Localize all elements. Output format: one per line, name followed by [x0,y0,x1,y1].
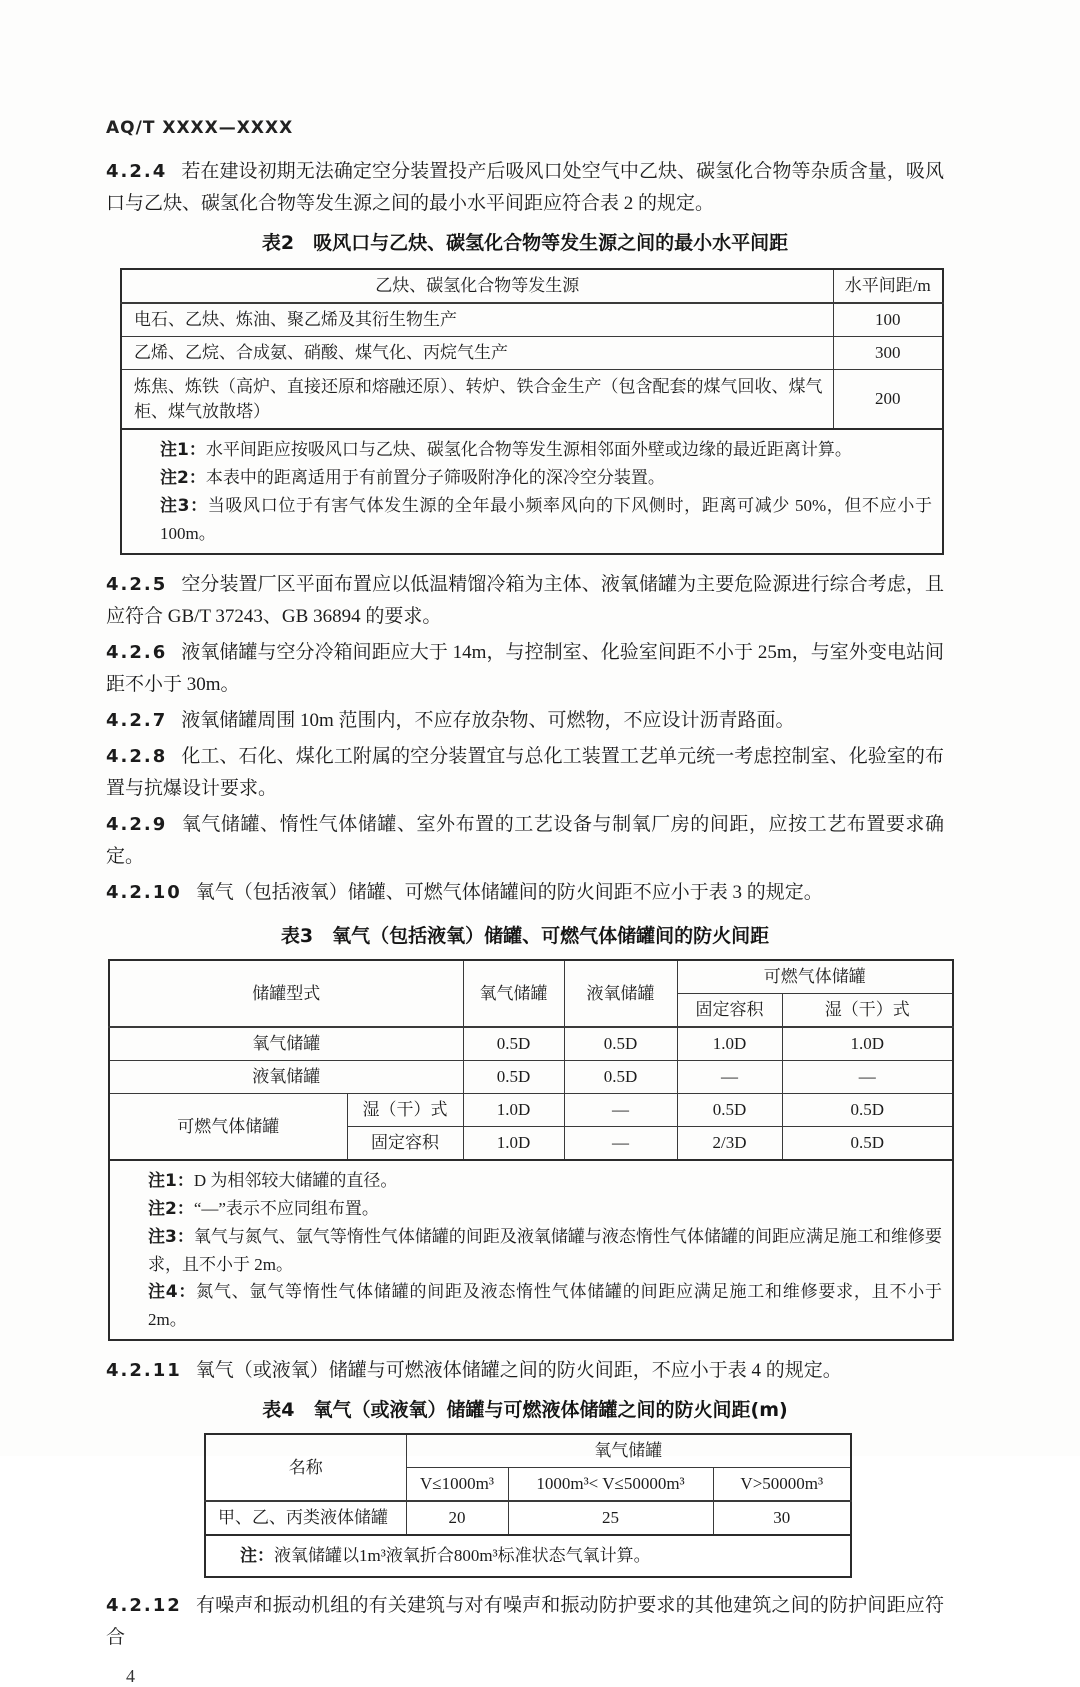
note-label: 注： [240,1546,274,1566]
table3-notes [109,1160,953,1340]
table3-header-flammable-group: 可燃气体储罐 [677,960,953,994]
clause-4-2-9 [106,809,944,873]
table3-cell: 0.5D [463,1061,564,1094]
table3-header-wet-dry: 湿（干）式 [782,994,953,1028]
note-label: 注1： [148,1171,194,1191]
note-line [160,464,932,492]
note-line [148,1278,942,1333]
note-label: 注2： [160,468,206,488]
table4-header-v1: V≤1000m³ [406,1468,508,1502]
clause-4-2-10 [106,877,944,909]
note-text: 液氧储罐以1m³液氧折合800m³标准状态气氧计算。 [274,1546,651,1565]
table3-notes-row [109,1160,953,1340]
table4-row-name: 甲、乙、丙类液体储罐 [205,1501,406,1535]
table4-header-v2: 1000m³< V≤50000m³ [508,1468,713,1502]
clause-text: 空分装置厂区平面布置应以低温精馏冷箱为主体、液氧储罐为主要危险源进行综合考虑，且应符合 GB/T 37243、GB 36894 的要求。 [106,574,944,627]
table2-notes-row [121,429,943,554]
table4-note-row [205,1535,851,1577]
table4-caption: 表4 氧气（或液氧）储罐与可燃液体储罐之间的防火间距(m) [262,1399,788,1421]
clause-4-2-4 [106,156,944,220]
clause-number: 4.2.4 [106,161,168,182]
clause-number: 4.2.11 [106,1360,182,1381]
clause-4-2-8 [106,741,944,805]
table3-cell: — [782,1061,953,1094]
note-line [160,436,932,464]
note-line [240,1542,840,1570]
table3-header-fixed-volume: 固定容积 [677,994,782,1028]
table2-caption: 表2 吸风口与乙炔、碳氢化合物等发生源之间的最小水平间距 [261,232,789,254]
clause-number: 4.2.9 [106,814,168,835]
table2-cell-source: 电石、乙炔、炼油、聚乙烯及其衍生物生产 [121,303,833,337]
table3-cell: — [677,1061,782,1094]
table2-notes [121,429,943,554]
table2-cell-distance: 100 [833,303,943,337]
page-number: 4 [126,1666,135,1686]
table3-cell: 0.5D [677,1094,782,1127]
note-line [148,1223,942,1278]
clause-4-2-5 [106,569,944,633]
note-label: 注4： [148,1282,197,1302]
table4-header-oxygen-group: 氧气储罐 [406,1434,851,1468]
clause-text: 化工、石化、煤化工附属的空分装置宜与总化工装置工艺单元统一考虑控制室、化验室的布置与抗爆设计要求。 [106,746,944,799]
table-row [109,1027,953,1061]
table-row [109,1094,953,1127]
table4-header-v3: V>50000m³ [713,1468,851,1502]
table-row [121,303,943,337]
note-text: 本表中的距离适用于有前置分子筛吸附净化的深冷空分装置。 [205,468,665,487]
table4-note [205,1535,851,1577]
table-row [205,1501,851,1535]
clause-text: 有噪声和振动机组的有关建筑与对有噪声和振动防护要求的其他建筑之间的防护间距应符合 [106,1595,944,1648]
table3-cell: 0.5D [782,1094,953,1127]
table3-cell: 1.0D [782,1027,953,1061]
note-line [148,1167,942,1195]
running-header: AQ/T XXXX—XXXX [106,118,294,138]
table3-row-label: 液氧储罐 [109,1061,463,1094]
note-text: “—”表示不应同组布置。 [193,1199,379,1218]
table3-cell: 1.0D [463,1094,564,1127]
clause-number: 4.2.8 [106,746,168,767]
note-label: 注3： [160,496,208,516]
table3-row-group-label: 可燃气体储罐 [109,1094,347,1161]
clause-text: 氧气（或液氧）储罐与可燃液体储罐之间的防火间距，不应小于表 4 的规定。 [195,1360,842,1381]
note-text: D 为相邻较大储罐的直径。 [193,1171,398,1190]
table2-header-row [121,269,943,303]
table3-cell: 0.5D [782,1127,953,1161]
table2 [120,268,944,555]
table3-row-sub-label: 湿（干）式 [347,1094,463,1127]
table3-header-oxygen: 氧气储罐 [463,960,564,1027]
clause-4-2-11 [106,1355,944,1387]
table3-cell: — [564,1094,677,1127]
table3-cell: 2/3D [677,1127,782,1161]
table3-cell: 1.0D [677,1027,782,1061]
note-text: 当吸风口位于有害气体发生源的全年最小频率风向的下风侧时，距离可减少 50%，但不应小于 100m。 [160,496,932,543]
note-text: 氮气、氩气等惰性气体储罐的间距及液态惰性气体储罐的间距应满足施工和维修要求，且不小于 2m。 [148,1282,942,1329]
table-row [121,337,943,370]
clause-4-2-12 [106,1590,944,1654]
note-line [160,492,932,547]
table3-row-label: 氧气储罐 [109,1027,463,1061]
table3-header-tank-type: 储罐型式 [109,960,463,1027]
table3-header-liquid-oxygen: 液氧储罐 [564,960,677,1027]
clause-number: 4.2.6 [106,642,168,663]
table2-header-distance: 水平间距/m [833,269,943,303]
note-text: 水平间距应按吸风口与乙炔、碳氢化合物等发生源相邻面外壁或边缘的最近距离计算。 [205,440,852,459]
table3-cell: 1.0D [463,1127,564,1161]
clause-text: 若在建设初期无法确定空分装置投产后吸风口处空气中乙炔、碳氢化合物等杂质含量，吸风口与乙炔、碳氢化合物等发生源之间的最小水平间距应符合表 2 的规定。 [106,161,944,214]
clause-number: 4.2.10 [106,882,182,903]
table4-cell: 20 [406,1501,508,1535]
table3-row-sub-label: 固定容积 [347,1127,463,1161]
table3-cell: 0.5D [463,1027,564,1061]
table4 [204,1433,852,1578]
clause-number: 4.2.7 [106,710,168,731]
table2-header-source: 乙炔、碳氢化合物等发生源 [121,269,833,303]
clause-4-2-7 [106,705,944,737]
clause-number: 4.2.5 [106,574,168,595]
table4-header-name: 名称 [205,1434,406,1501]
table3 [108,959,954,1341]
clause-4-2-6 [106,637,944,701]
clause-text: 氧气（包括液氧）储罐、可燃气体储罐间的防火间距不应小于表 3 的规定。 [195,882,823,903]
table3-cell: — [564,1127,677,1161]
note-label: 注1： [160,440,206,460]
table4-cell: 25 [508,1501,713,1535]
table3-cell: 0.5D [564,1027,677,1061]
table4-header-row1 [205,1434,851,1468]
clause-text: 液氧储罐与空分冷箱间距应大于 14m，与控制室、化验室间距不小于 25m，与室外变电站间距不小于 30m。 [106,642,944,695]
note-text: 氧气与氮气、氩气等惰性气体储罐的间距及液氧储罐与液态惰性气体储罐的间距应满足施工和维修要求，且不小于 2m。 [148,1227,942,1274]
table2-cell-source: 乙烯、乙烷、合成氨、硝酸、煤气化、丙烷气生产 [121,337,833,370]
clause-text: 液氧储罐周围 10m 范围内，不应存放杂物、可燃物，不应设计沥青路面。 [181,710,795,731]
note-line [148,1195,942,1223]
clause-text: 氧气储罐、惰性气体储罐、室外布置的工艺设备与制氧厂房的间距，应按工艺布置要求确定。 [106,814,944,867]
table2-cell-distance: 300 [833,337,943,370]
table-row [121,370,943,430]
clause-number: 4.2.12 [106,1595,182,1616]
table3-caption: 表3 氧气（包括液氧）储罐、可燃气体储罐间的防火间距 [280,925,770,947]
table3-cell: 0.5D [564,1061,677,1094]
table4-cell: 30 [713,1501,851,1535]
table2-cell-source: 炼焦、炼铁（高炉、直接还原和熔融还原）、转炉、铁合金生产（包含配套的煤气回收、煤气柜、煤气放散塔） [121,370,833,430]
note-label: 注3： [148,1227,194,1247]
note-label: 注2： [148,1199,194,1219]
table-row [109,1061,953,1094]
table2-cell-distance: 200 [833,370,943,430]
table3-header-row1 [109,960,953,994]
